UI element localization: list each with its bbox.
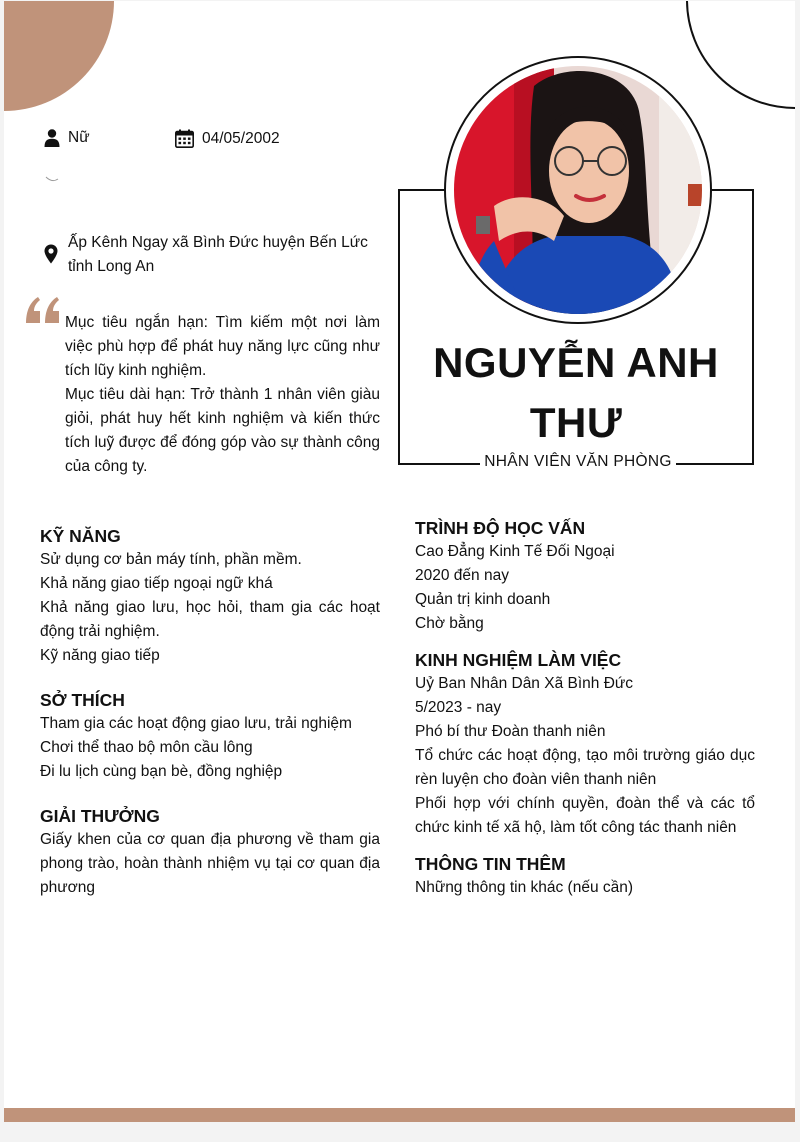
corner-decoration-ring xyxy=(686,1,795,109)
address-value: Ấp Kênh Ngay xã Bình Đức huyện Bến Lức tỉnh Long An xyxy=(68,234,368,275)
skills-section xyxy=(40,524,380,668)
education-section xyxy=(415,516,755,636)
hobbies-item: Chơi thể thao bộ môn cầu lông xyxy=(40,739,253,756)
skills-item: Khả năng giao lưu, học hỏi, tham gia các hoạt động trải nghiệm. xyxy=(40,599,380,640)
avatar-photo xyxy=(454,66,702,314)
avatar xyxy=(454,66,702,314)
experience-heading: KINH NGHIỆM LÀM VIỆC xyxy=(415,650,622,670)
skills-heading: KỸ NĂNG xyxy=(40,526,121,546)
education-item: Chờ bằng xyxy=(415,615,484,632)
awards-item: Giấy khen của cơ quan địa phương về tham gia phong trào, hoàn thành nhiệm vụ tại cơ quan địa phương xyxy=(40,831,380,896)
career-objective xyxy=(65,311,380,479)
extra-info-section xyxy=(415,852,755,900)
arc-decoration-icon xyxy=(44,175,60,185)
quote-icon xyxy=(24,293,62,327)
extra-info-heading: THÔNG TIN THÊM xyxy=(415,854,566,874)
objective-short-term: Mục tiêu ngắn hạn: Tìm kiếm một nơi làm việc phù hợp để phát huy năng lực cũng như tích lũy kinh nghiệm. xyxy=(65,314,380,379)
education-item: Quản trị kinh doanh xyxy=(415,591,551,608)
gender-value: Nữ xyxy=(68,129,90,146)
education-item: 2020 đến nay xyxy=(415,567,509,584)
full-name: NGUYỄN ANH THƯ xyxy=(433,339,719,446)
awards-section xyxy=(40,804,380,900)
skills-item: Kỹ năng giao tiếp xyxy=(40,647,160,664)
calendar-icon xyxy=(175,129,194,148)
experience-item: Tổ chức các hoạt động, tạo môi trường giáo dục rèn luyện cho đoàn viên thanh niên xyxy=(415,747,755,788)
objective-long-term: Mục tiêu dài hạn: Trở thành 1 nhân viên giàu giỏi, phát huy hết kinh nghiệm và kiến thức tích luỹ được để đóng góp vào sự thành công của công ty. xyxy=(65,386,380,475)
corner-decoration-blob xyxy=(4,1,114,111)
right-column xyxy=(415,516,755,912)
hobbies-item: Tham gia các hoạt động giao lưu, trải nghiệm xyxy=(40,715,352,732)
job-title: NHÂN VIÊN VĂN PHÒNG xyxy=(484,453,672,470)
hobbies-heading: SỞ THÍCH xyxy=(40,690,125,710)
name-frame-bottom-right xyxy=(676,463,754,465)
hobbies-item: Đi lu lịch cùng bạn bè, đồng nghiệp xyxy=(40,763,283,780)
experience-item: Uỷ Ban Nhân Dân Xã Bình Đức xyxy=(415,675,634,692)
awards-heading: GIẢI THƯỞNG xyxy=(40,806,160,826)
name-frame-bottom-left xyxy=(398,463,480,465)
education-item: Cao Đẳng Kinh Tế Đối Ngoại xyxy=(415,543,615,560)
experience-item: Phối hợp với chính quyền, đoàn thể và các tổ chức kinh tế xã hộ, làm tốt công tác thanh niên xyxy=(415,795,755,836)
location-pin-icon xyxy=(44,244,58,264)
resume-page xyxy=(4,1,795,1122)
left-column xyxy=(40,524,380,920)
skills-item: Khả năng giao tiếp ngoại ngữ khá xyxy=(40,575,273,592)
hobbies-section xyxy=(40,688,380,784)
experience-item: 5/2023 - nay xyxy=(415,699,502,716)
skills-item: Sử dụng cơ bản máy tính, phần mềm. xyxy=(40,551,302,568)
gender-row xyxy=(44,129,90,147)
education-heading: TRÌNH ĐỘ HỌC VẤN xyxy=(415,518,586,538)
person-icon xyxy=(44,129,60,147)
experience-item: Phó bí thư Đoàn thanh niên xyxy=(415,723,606,740)
birthdate-value: 04/05/2002 xyxy=(202,129,280,147)
birthdate-row xyxy=(175,129,280,148)
bottom-accent-bar xyxy=(4,1108,795,1122)
experience-section xyxy=(415,648,755,840)
extra-info-item: Những thông tin khác (nếu cần) xyxy=(415,879,634,896)
address-row xyxy=(44,231,374,279)
